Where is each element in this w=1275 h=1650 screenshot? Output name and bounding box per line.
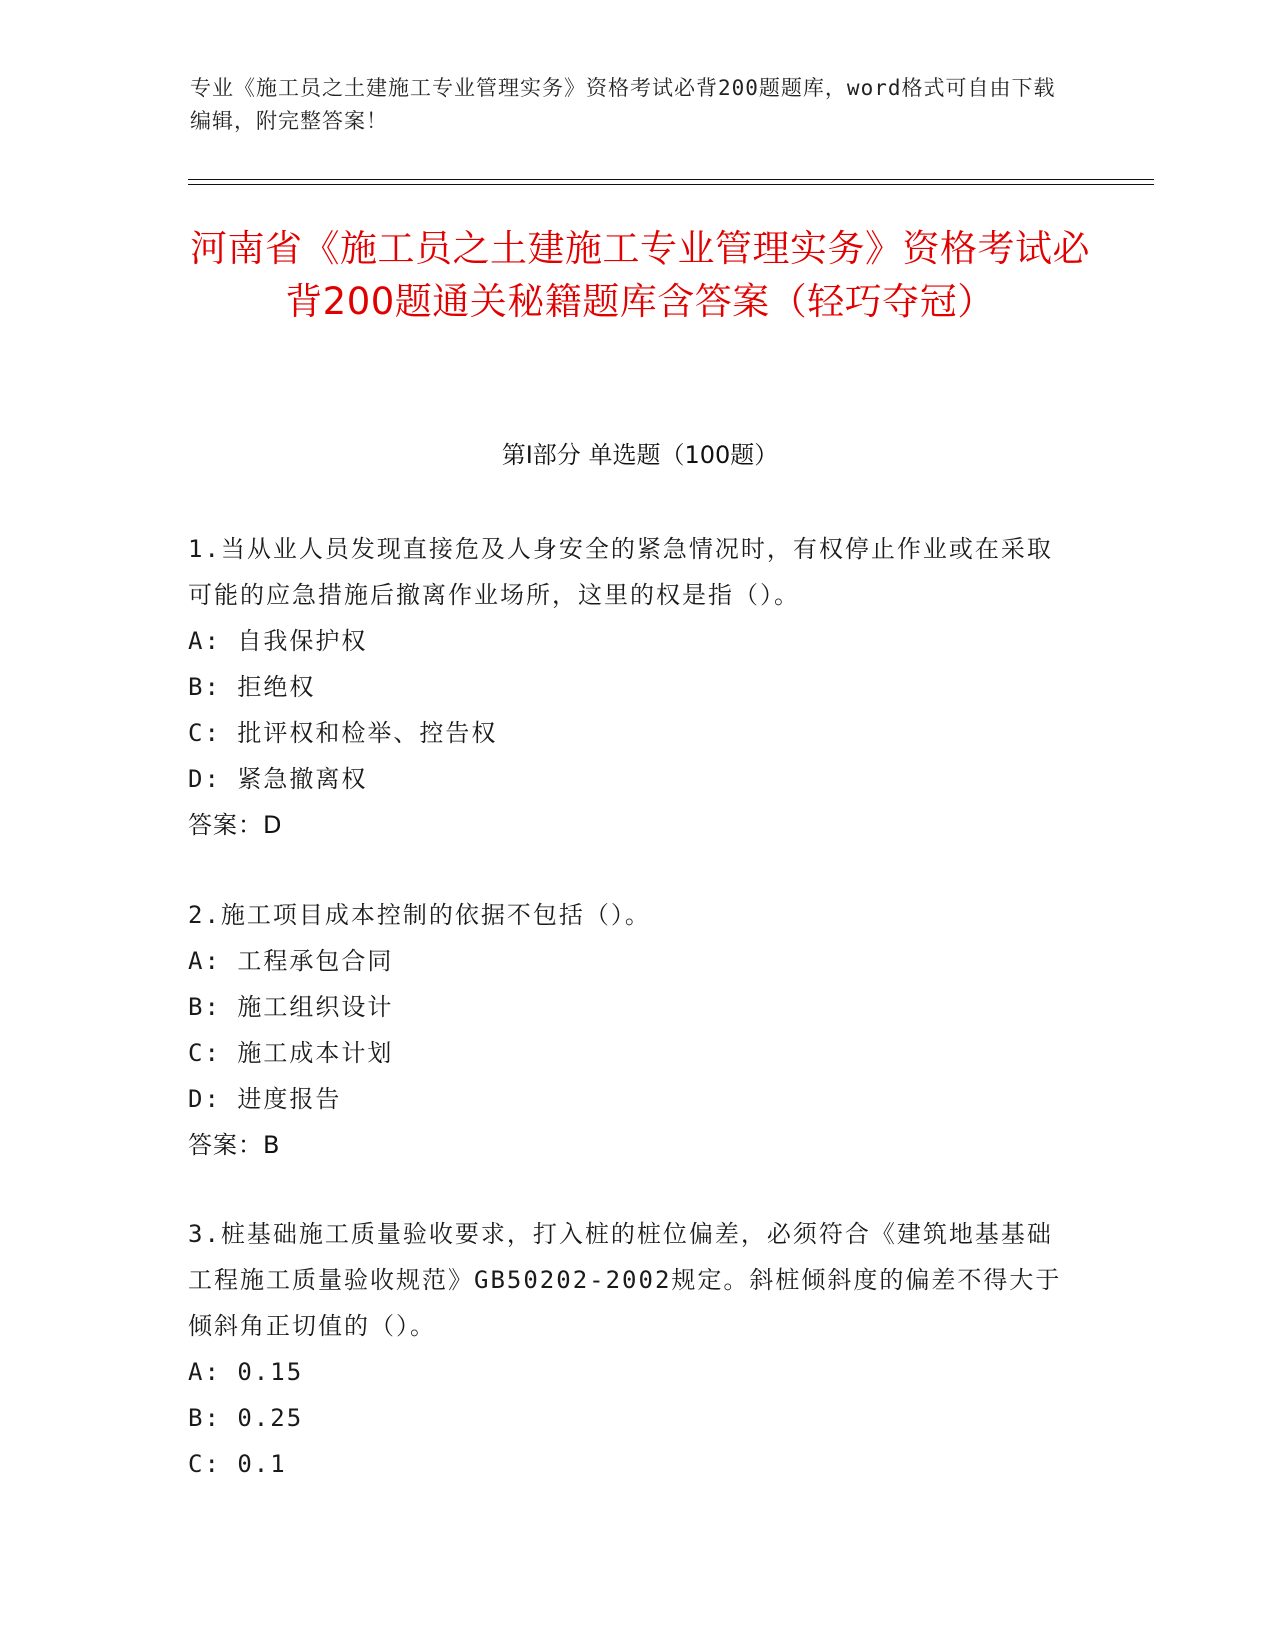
section-title: 第I部分 单选题（100题） [501, 441, 779, 469]
option-b: B: 0.25 [188, 1404, 304, 1432]
header-divider-bottom [188, 184, 1154, 185]
answer: 答案：B [188, 1131, 281, 1159]
option-b: B: 拒绝权 [188, 673, 316, 701]
header-divider-top [188, 179, 1154, 180]
option-d: D: 进度报告 [188, 1085, 342, 1113]
option-c: C: 施工成本计划 [188, 1039, 394, 1067]
question-stem: 1.当从业人员发现直接危及人身安全的紧急情况时，有权停止作业或在采取可能的应急措施后撤离作业场所，这里的权是指（）。 [188, 535, 1053, 609]
document-title: 河南省《施工员之土建施工专业管理实务》资格考试必背200题通关秘籍题库含答案（轻巧夺冠） [190, 227, 1090, 323]
option-c: C: 批评权和检举、控告权 [188, 719, 498, 747]
answer: 答案：D [188, 811, 283, 839]
question-stem: 3.桩基础施工质量验收要求，打入桩的桩位偏差，必须符合《建筑地基基础工程施工质量验收规范》GB50202-2002规定。斜桩倾斜度的偏差不得大于倾斜角正切值的（）。 [188, 1220, 1062, 1340]
question-2 [188, 892, 1068, 1168]
option-b: B: 施工组织设计 [188, 993, 394, 1021]
header-note: 专业《施工员之土建施工专业管理实务》资格考试必背200题题库，word格式可自由下载编辑，附完整答案！ [190, 76, 1056, 133]
option-a: A: 自我保护权 [188, 627, 368, 655]
question-3 [188, 1211, 1068, 1487]
option-a: A: 工程承包合同 [188, 947, 394, 975]
option-a: A: 0.15 [188, 1358, 304, 1386]
option-d: D: 紧急撤离权 [188, 765, 368, 793]
question-1 [188, 526, 1068, 848]
question-stem: 2.施工项目成本控制的依据不包括（）。 [188, 901, 651, 929]
option-c: C: 0.1 [188, 1450, 287, 1478]
